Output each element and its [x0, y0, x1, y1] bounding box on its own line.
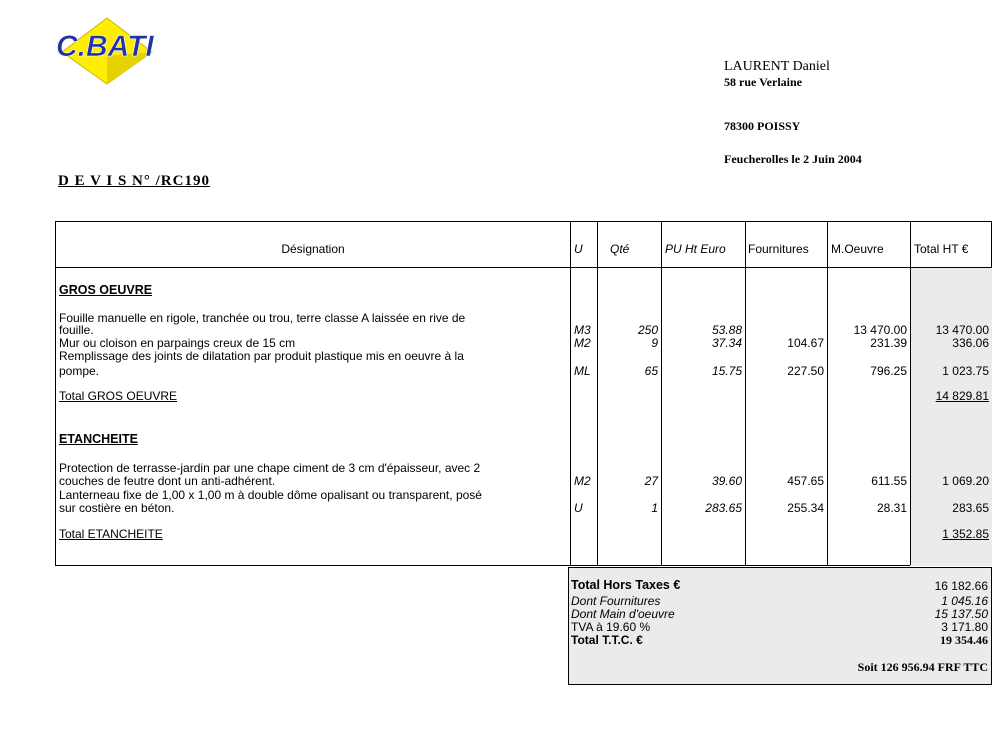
item-designation: Fouille manuelle en rigole, tranchée ou trou, terre classe A laissée en rive de [59, 311, 466, 325]
total-ht-label: Total Hors Taxes € [571, 578, 681, 592]
svg-text:C.BATI: C.BATI [56, 30, 154, 63]
item-unit: U [574, 501, 583, 515]
header-designation: Désignation [281, 242, 345, 256]
total-column-shade [910, 268, 992, 566]
quote-table [55, 221, 992, 566]
item-designation: sur costière en béton. [59, 501, 175, 515]
item-moeuvre: 13 470.00 [853, 323, 907, 337]
client-name: LAURENT Daniel [724, 59, 830, 74]
item-designation: couches de feutre dont un anti-adhérent. [59, 474, 276, 488]
item-unit: ML [574, 364, 591, 378]
fournitures-label: Dont Fournitures [571, 594, 661, 608]
item-pu: 37.34 [711, 336, 742, 350]
header-unit: U [574, 242, 583, 256]
item-pu: 53.88 [711, 323, 742, 337]
client-city: 78300 POISSY [724, 119, 801, 133]
fournitures-value: 1 045.16 [941, 594, 988, 608]
header-fournitures: Fournitures [748, 242, 809, 256]
item-qty: 250 [637, 323, 658, 337]
item-total: 336.06 [952, 336, 989, 350]
item-moeuvre: 231.39 [870, 336, 907, 350]
devis-title: D E V I S N° /RC190 [58, 173, 210, 189]
item-qty: 65 [644, 364, 658, 378]
item-qty: 9 [651, 336, 658, 350]
item-designation: Lanterneau fixe de 1,00 x 1,00 m à double dôme opalisant ou transparent, posé [59, 488, 482, 502]
item-designation: fouille. [59, 323, 94, 337]
item-qty: 1 [651, 501, 658, 515]
item-unit: M2 [574, 474, 591, 488]
item-designation: Mur ou cloison en parpaings creux de 15 cm [59, 336, 296, 350]
main-oeuvre-label: Dont Main d'oeuvre [571, 607, 675, 621]
section-title-gros-oeuvre: GROS OEUVRE [59, 283, 153, 297]
item-fournitures: 457.65 [787, 474, 824, 488]
item-designation: pompe. [59, 364, 100, 378]
document-date: Feucherolles le 2 Juin 2004 [724, 152, 862, 166]
item-designation: Protection de terrasse-jardin par une chape ciment de 3 cm d'épaisseur, avec 2 [59, 461, 481, 475]
company-logo [52, 16, 162, 86]
tva-label: TVA à 19.60 % [571, 620, 651, 634]
total-ht-value: 16 182.66 [934, 579, 988, 593]
total-ttc-value: 19 354.46 [940, 633, 988, 647]
item-pu: 15.75 [711, 364, 742, 378]
main-oeuvre-value: 15 137.50 [934, 607, 988, 621]
client-street: 58 rue Verlaine [724, 75, 802, 89]
header-moeuvre: M.Oeuvre [831, 242, 884, 256]
item-total: 1 069.20 [942, 474, 989, 488]
section-title-etancheite: ETANCHEITE [59, 432, 138, 446]
tva-value: 3 171.80 [941, 620, 988, 634]
header-pu: PU Ht Euro [665, 242, 726, 256]
frf-conversion: Soit 126 956.94 FRF TTC [857, 660, 988, 674]
item-designation: Remplissage des joints de dilatation par produit plastique mis en oeuvre à la [59, 349, 464, 363]
totals-summary [568, 567, 992, 685]
item-total: 13 470.00 [935, 323, 989, 337]
item-pu: 283.65 [705, 501, 742, 515]
item-moeuvre: 28.31 [876, 501, 907, 515]
header-qty: Qté [610, 242, 630, 256]
header-total: Total HT € [914, 242, 969, 256]
header-divider [56, 267, 991, 268]
item-total: 283.65 [952, 501, 989, 515]
section-total-value: 14 829.81 [935, 389, 989, 403]
item-unit: M2 [574, 336, 591, 350]
section-total-label: Total ETANCHEITE [59, 527, 163, 541]
item-moeuvre: 611.55 [871, 474, 907, 488]
item-qty: 27 [644, 474, 658, 488]
section-total-value: 1 352.85 [942, 527, 989, 541]
column-divider [570, 222, 571, 565]
item-fournitures: 227.50 [787, 364, 824, 378]
section-total-label: Total GROS OEUVRE [59, 389, 178, 403]
item-fournitures: 255.34 [787, 501, 824, 515]
item-fournitures: 104.67 [787, 336, 824, 350]
total-ttc-label: Total T.T.C. € [571, 633, 643, 647]
item-moeuvre: 796.25 [870, 364, 907, 378]
item-total: 1 023.75 [942, 364, 989, 378]
item-unit: M3 [574, 323, 591, 337]
item-pu: 39.60 [711, 474, 742, 488]
